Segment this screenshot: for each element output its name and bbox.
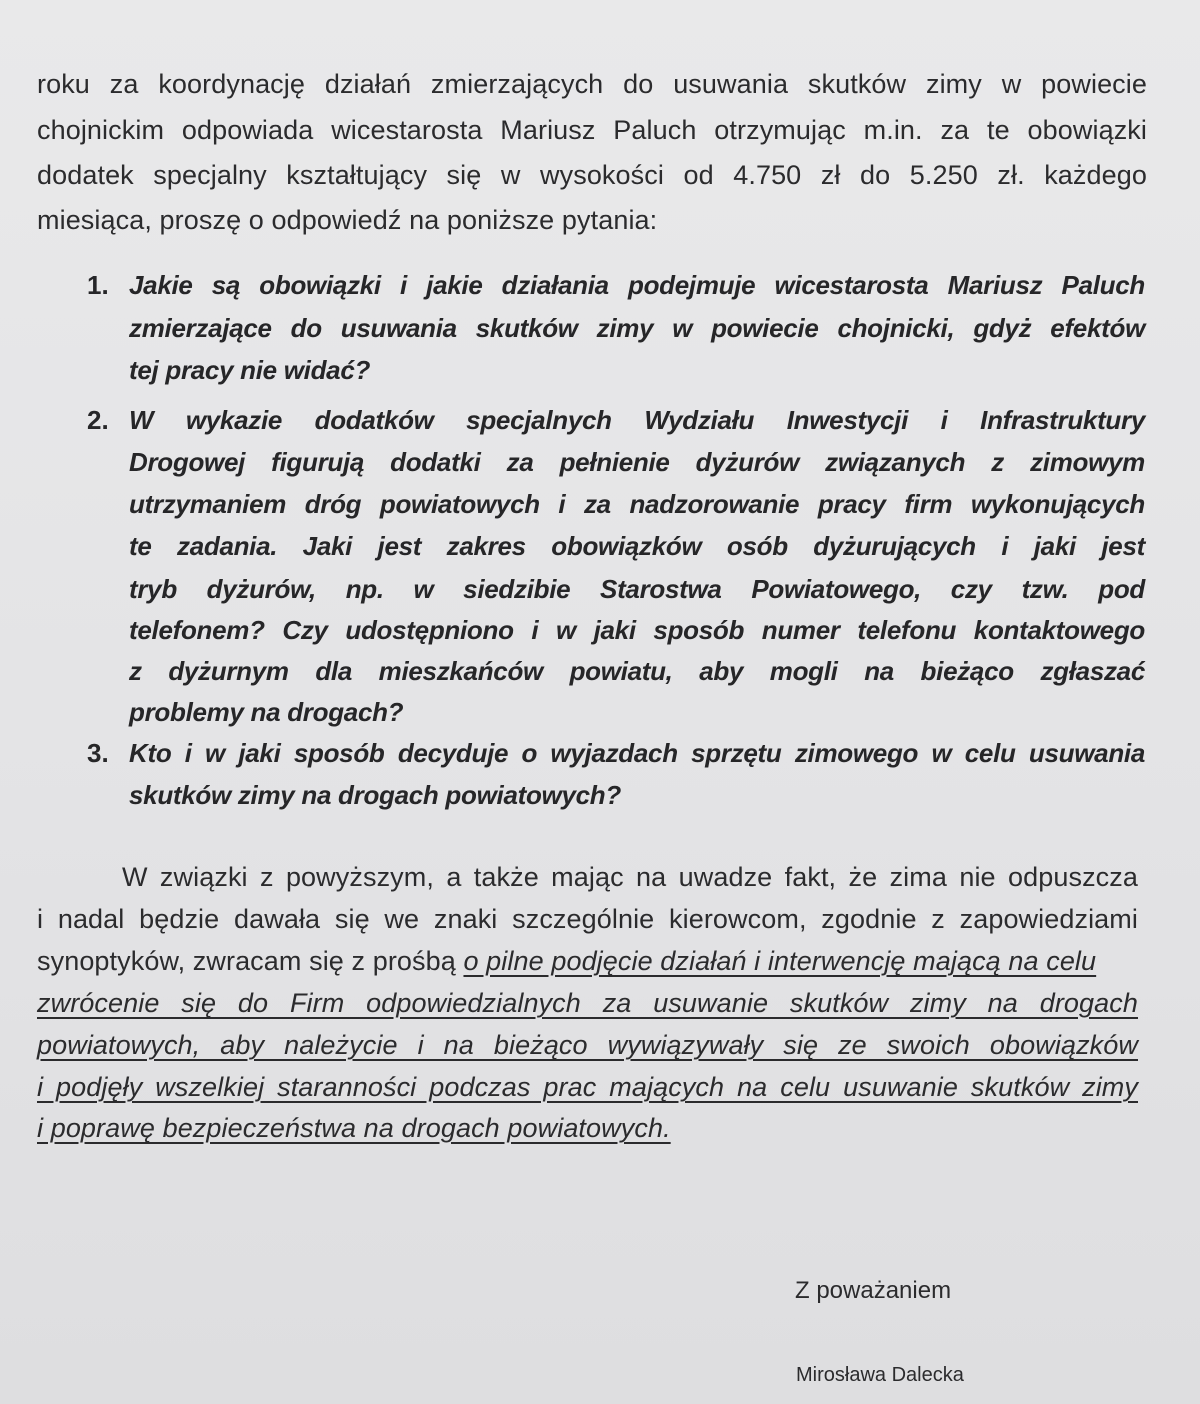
question-number: 3. [87, 738, 109, 768]
question-line: Drogowej figurują dodatki za pełnienie dyżurów związanych z zimowym [129, 447, 1145, 477]
closing-line: i nadal będzie dawała się we znaki szczególnie kierowcom, zgodnie z zapowiedziami [37, 904, 1138, 934]
intro-line: chojnickim odpowiada wicestarosta Mariusz Paluch otrzymując m.in. za te obowiązki [37, 115, 1147, 145]
question-line: z dyżurnym dla mieszkańców powiatu, aby mogli na bieżąco zgłaszać [129, 656, 1145, 686]
question-number: 1. [87, 270, 109, 300]
question-number: 2. [87, 405, 109, 435]
intro-line: dodatek specjalny kształtujący się w wysokości od 4.750 zł do 5.250 zł. każdego [37, 160, 1147, 190]
closing-line [37, 945, 1138, 977]
intro-line: roku za koordynację działań zmierzających do usuwania skutków zimy w powiecie [37, 69, 1147, 99]
underlined-request-line: i podjęły wszelkiej staranności podczas prac mających na celu usuwanie skutków zimy [37, 1072, 1138, 1102]
salutation: Z poważaniem [795, 1277, 952, 1304]
question-line: W wykazie dodatków specjalnych Wydziału Inwestycji i Infrastruktury [129, 405, 1145, 435]
closing-text: synoptyków, zwracam się z prośbą [37, 946, 464, 976]
question-line: problemy na drogach? [129, 697, 404, 727]
question-line: Kto i w jaki sposób decyduje o wyjazdach sprzętu zimowego w celu usuwania [129, 738, 1145, 768]
question-line: zmierzające do usuwania skutków zimy w powiecie chojnicki, gdyż efektów [129, 313, 1145, 343]
question-line: te zadania. Jaki jest zakres obowiązków osób dyżurujących i jaki jest [129, 531, 1145, 561]
question-line: telefonem? Czy udostępniono i w jaki sposób numer telefonu kontaktowego [129, 615, 1145, 645]
closing-line: W związki z powyższym, a także mając na uwadze fakt, że zima nie odpuszcza [122, 862, 1138, 892]
underlined-request-line: i poprawę bezpieczeństwa na drogach powiatowych. [37, 1113, 671, 1143]
question-line: Jakie są obowiązki i jakie działania podejmuje wicestarosta Mariusz Paluch [129, 270, 1145, 300]
question-line: tej pracy nie widać? [129, 355, 371, 385]
question-line: utrzymaniem dróg powiatowych i za nadzorowanie pracy firm wykonujących [129, 489, 1145, 519]
question-line: skutków zimy na drogach powiatowych? [129, 780, 621, 810]
question-line: tryb dyżurów, np. w siedzibie Starostwa Powiatowego, czy tzw. pod [129, 574, 1145, 604]
underlined-request-line: zwrócenie się do Firm odpowiedzialnych za usuwanie skutków zimy na drogach [37, 988, 1138, 1018]
signatory-name: Mirosława Dalecka [796, 1364, 964, 1386]
underlined-request: o pilne podjęcie działań i interwencję mającą na celu [463, 946, 1097, 976]
underlined-request-line: powiatowych, aby należycie i na bieżąco wywiązywały się ze swoich obowiązków [37, 1030, 1138, 1060]
intro-line: miesiąca, proszę o odpowiedź na poniższe pytania: [37, 205, 658, 235]
